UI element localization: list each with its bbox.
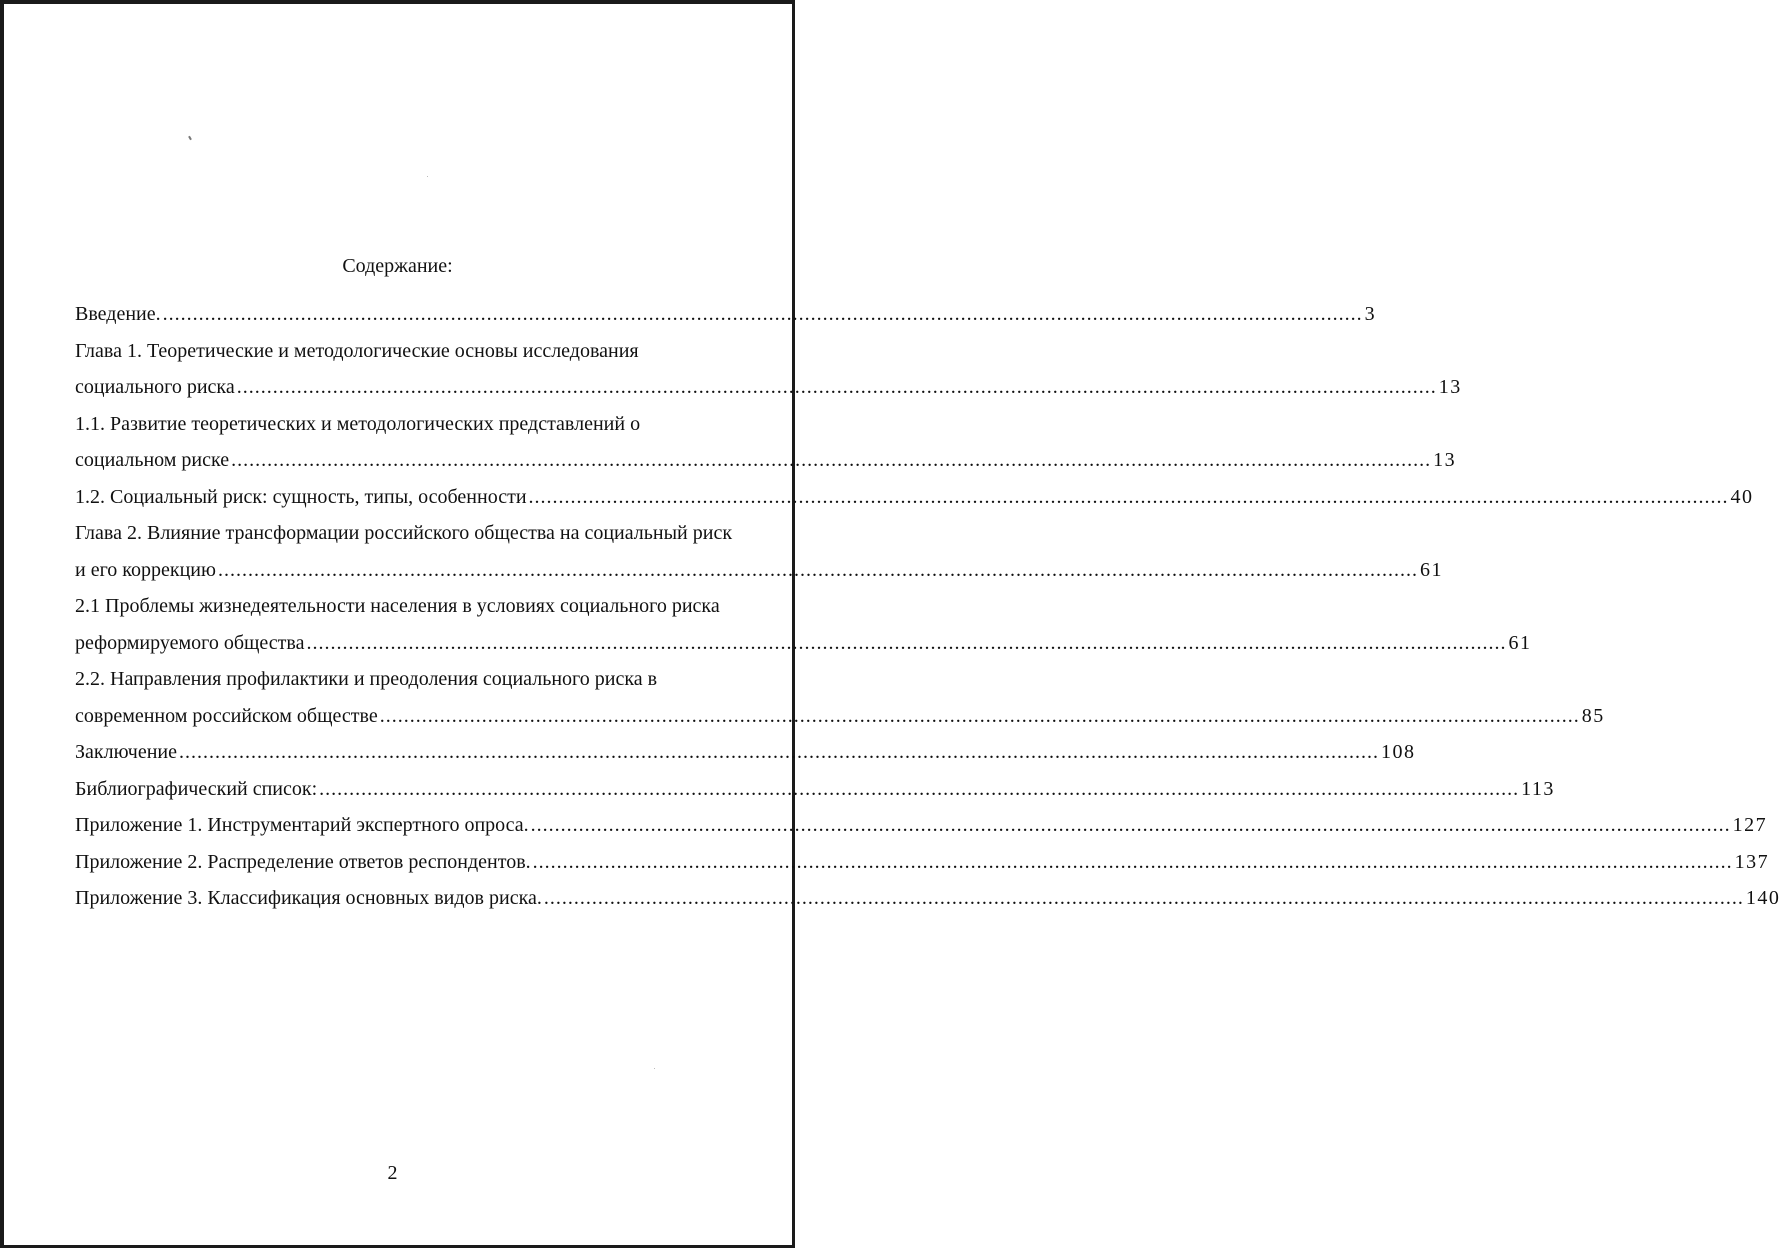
toc-entry-text: Приложение 1. Инструментарий экспертного опроса. [75, 814, 529, 836]
page-number: 2 [387, 1162, 398, 1184]
toc-entry-text: Введение. [75, 303, 161, 325]
toc-leader-dots: ........................................................................................................................................................................................................ [379, 704, 1580, 727]
toc-leader-dots: ........................................................................................................................................................................................................ [532, 850, 1733, 873]
toc-entry-page: 13 [1433, 449, 1457, 471]
scan-border-top [0, 0, 795, 4]
toc-leader-dots: ........................................................................................................................................................................................................ [179, 741, 1379, 763]
toc-title: Содержание: [342, 255, 453, 277]
scan-border-left [0, 0, 4, 1248]
toc-entry-text: реформируемого общества [75, 631, 305, 654]
toc-entry-lead: 2.1 Проблемы жизнедеятельности населения в условиях социального риска [75, 595, 720, 617]
toc-entry-page: 40 [1730, 485, 1754, 508]
toc-leader-dots: ........................................................................................................................................................................................................ [543, 887, 1744, 909]
toc-entry[interactable] [75, 479, 1754, 516]
toc-entry-lead: 1.1. Развитие теоретических и методологических представлений о [75, 412, 641, 435]
toc-entry-page: 3 [1364, 303, 1377, 325]
toc-entry[interactable] [75, 661, 1605, 734]
toc-entry-text: Приложение 3. Классификация основных видов риска. [75, 887, 542, 909]
toc-entry-text: Библиографический список: [75, 777, 318, 800]
toc-leader-dots: ........................................................................................................................................................................................................ [236, 376, 1437, 398]
toc-entry-text: Заключение [75, 741, 177, 763]
toc-entry-page: 85 [1581, 704, 1605, 727]
toc-leader-dots: ........................................................................................................................................................................................................ [528, 485, 1729, 508]
toc-entry-page: 108 [1381, 741, 1416, 763]
toc-entry[interactable] [75, 406, 1457, 479]
toc-entry-page: 13 [1438, 376, 1462, 398]
toc-entry-page: 127 [1732, 814, 1768, 836]
toc-entry-lead: Глава 1. Теоретические и методологические основы исследования [75, 339, 639, 362]
toc-entry[interactable] [75, 880, 1780, 917]
toc-leader-dots: ........................................................................................................................................................................................................ [530, 814, 1731, 836]
toc-leader-dots: ........................................................................................................................................................................................................ [162, 303, 1363, 325]
toc-entry-text: современном российском обществе [75, 704, 378, 727]
toc-leader-dots: ........................................................................................................................................................................................................ [231, 449, 1432, 471]
toc-entry[interactable] [75, 333, 1462, 406]
toc-entry-lead: 2.2. Направления профилактики и преодоления социального риска в [75, 668, 658, 690]
table-of-contents [75, 296, 1780, 917]
toc-entry[interactable] [75, 807, 1768, 844]
scan-speck [188, 136, 192, 140]
toc-entry-text: 1.2. Социальный риск: сущность, типы, особенности [75, 485, 527, 508]
toc-entry-lead: Глава 2. Влияние трансформации российского общества на социальный риск [75, 522, 733, 544]
toc-leader-dots: ........................................................................................................................................................................................................ [306, 631, 1507, 654]
toc-entry[interactable] [75, 844, 1770, 881]
toc-entry-page: 137 [1734, 850, 1770, 873]
toc-entry[interactable] [75, 515, 1443, 588]
toc-entry-text: Приложение 2. Распределение ответов респондентов. [75, 850, 531, 873]
toc-entry-page: 113 [1521, 777, 1555, 800]
toc-entry[interactable] [75, 734, 1416, 771]
toc-leader-dots: ........................................................................................................................................................................................................ [217, 558, 1418, 581]
toc-entry-text: социальном риске [75, 449, 230, 471]
toc-entry-page: 140 [1745, 887, 1780, 909]
toc-entry-text: и его коррекцию [75, 558, 216, 581]
toc-entry-page: 61 [1419, 558, 1443, 581]
toc-entry-page: 61 [1508, 631, 1532, 654]
toc-entry[interactable] [75, 588, 1532, 661]
toc-entry[interactable] [75, 771, 1555, 808]
toc-leader-dots: ........................................................................................................................................................................................................ [319, 777, 1520, 800]
scan-speck [427, 176, 428, 177]
scan-speck [654, 1068, 655, 1069]
toc-entry[interactable] [75, 296, 1377, 333]
toc-entry-text: социального риска [75, 376, 235, 398]
